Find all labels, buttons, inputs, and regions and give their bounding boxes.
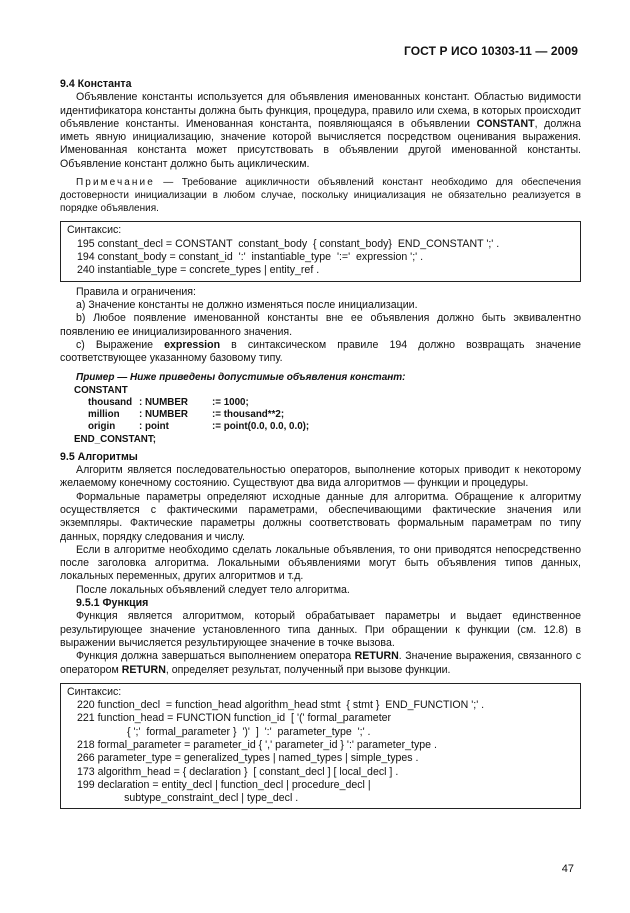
rules-title: Правила и ограничения: (76, 285, 196, 298)
section-title: 9.4 Константа (60, 78, 132, 90)
rule-a: a) Значение константы не должно изменяться после инициализации. (76, 298, 418, 311)
code-line: CONSTANT (74, 384, 128, 396)
page-header: ГОСТ Р ИСО 10303-11 — 2009 (403, 44, 578, 58)
syntax-line: 220 function_decl = function_head algorithm_head stmt { stmt } END_FUNCTION ';' . (77, 699, 485, 712)
syntax-line: { ';' formal_parameter } ')' ] ':' parameter_type ';' . (77, 725, 371, 738)
syntax-line: 266 parameter_type = generalized_types | named_types | simple_types . (77, 752, 419, 765)
paragraph: Функция должна завершаться выполнением оператора RETURN. Значение выражения, связанного с оператором RETURN, определяет результат, полученный при вызове функции. (60, 650, 581, 676)
code-table (88, 397, 312, 434)
syntax-label: Синтаксис: (67, 685, 122, 698)
paragraph: Если в алгоритме необходимо сделать локальные объявления, то они приводятся непосредственно после заголовка алгоритма. Локальными объявлениями могут быть объявления типов данных, локальных переменных, других алгоритмов и т.д. (60, 543, 581, 583)
syntax-line: 195 constant_decl = CONSTANT constant_body { constant_body} END_CONSTANT ';' . (77, 237, 500, 250)
page-number: 47 (561, 863, 574, 875)
example-code (60, 385, 581, 446)
syntax-label: Синтаксис: (67, 224, 122, 237)
subsection-title: 9.5.1 Функция (76, 597, 149, 610)
syntax-line: 240 instantiable_type = concrete_types | entity_ref . (77, 264, 320, 277)
code-line: END_CONSTANT; (74, 433, 157, 445)
paragraph: Алгоритм является последовательностью операторов, выполнение которых приводит к некоторому желаемому конечному состоянию. Существуют два вида алгоритмов — функции и процедуры. (60, 464, 581, 490)
paragraph: После локальных объявлений следует тело алгоритма. (76, 583, 350, 596)
code-row: origin : point := point(0.0, 0.0, 0.0); (88, 421, 310, 433)
rule-b: b) Любое появление именованной константы вне ее объявления должно быть эквивалентно появлению ее инициализированного значения. (60, 312, 581, 338)
code-row: million : NUMBER := thousand**2; (88, 409, 285, 421)
syntax-box (60, 221, 581, 281)
example-title: Пример — Ниже приведены допустимые объявления констант: (76, 372, 406, 384)
rule-c: c) Выражение expression в синтаксическом правиле 194 должно возвращать значение соответствующее указанному базовому типу. (60, 338, 581, 365)
paragraph: Формальные параметры определяют исходные данные для алгоритма. Обращение к алгоритму осуществляется с фактическими параметрами, обеспечивающими фактические значения или экземпляры. Фактические параметры должны соответствовать формальным параметрам по типу данных, порядку следования и числу. (60, 490, 581, 543)
code-row: thousand : NUMBER := 1000; (88, 396, 249, 408)
syntax-box (60, 683, 581, 810)
syntax-line: 221 function_head = FUNCTION function_id [ '(' formal_parameter (77, 712, 392, 725)
syntax-line: 194 constant_body = constant_id ':' instantiable_type ':=' expression ';' . (77, 251, 424, 264)
syntax-line: 173 algorithm_head = { declaration } [ constant_decl ] [ local_decl ] . (77, 765, 399, 778)
syntax-line: 218 formal_parameter = parameter_id { ',' parameter_id } ':' parameter_type . (77, 738, 437, 751)
syntax-line: 199 declaration = entity_decl | function_decl | procedure_decl | (77, 778, 371, 791)
paragraph: Объявление константы используется для объявления именованных констант. Областью видимости идентификатора константы должна быть функция, процедура, правило или схема, в которых происходит объявление константы. Именованная константа, появляющаяся в объявлении CONSTANT, должна иметь явную инициализацию, значение которой вычисляется посредством оценивания выражения. Именованная константа может присутствовать в объявлении другой именованной константы. Объявление констант должно быть ациклическим. (60, 91, 582, 170)
section-title: 9.5 Алгоритмы (60, 450, 138, 463)
paragraph: Функция является алгоритмом, который обрабатывает параметры и выдает единственное результирующее значение установленного типа данных. При обращении к функции (см. 12.8) в выражении вычисляется результирующее значение в точке вызова. (60, 610, 581, 649)
syntax-line: subtype_constraint_decl | type_decl . (77, 792, 299, 805)
note: Примечание — Требование ацикличности объявлений констант необходимо для обеспечения достоверности инициализации в любом случае, поскольку инициализация не обязательно реализуется в порядке объявления. (60, 177, 581, 214)
page-content (60, 78, 581, 813)
